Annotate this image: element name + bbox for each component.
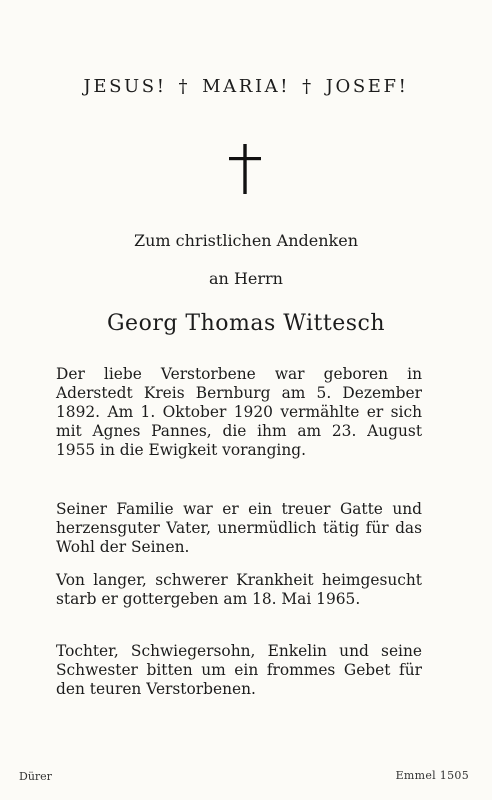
footer-right-imprint: Emmel 1505: [395, 769, 469, 782]
paragraph-family: Seiner Familie war er ein treuer Gatte und herzensguter Vater, unermüdlich tätig für das Wohl der Seinen.: [56, 500, 422, 556]
footer-left-imprint: Dürer: [19, 770, 52, 783]
intro-line: Zum christlichen Andenken: [133, 231, 359, 250]
paragraph-death: Von langer, schwerer Krankheit heimgesucht starb er gottergeben am 18. Mai 1965.: [56, 571, 422, 608]
paragraph-biography: Der liebe Verstorbene war geboren in Aderstedt Kreis Bernburg am 5. Dezember 1892. Am 1. Oktober 1920 vermählte er sich mit Agnes Pannes, die ihm am 23. August 1955 in die Ewigkeit voranging.: [56, 365, 422, 459]
header-word-maria: MARIA!: [202, 76, 291, 97]
header-cross-separator: †: [178, 76, 191, 97]
header-cross-separator: †: [302, 76, 314, 97]
cross-icon: [229, 144, 261, 194]
paragraph-prayer-request: Tochter, Schwiegersohn, Enkelin und seine Schwester bitten um ein frommes Gebet für den teuren Verstorbenen.: [56, 642, 422, 698]
header-word-josef: JOSEF!: [325, 76, 409, 97]
header-invocation: [0, 76, 492, 97]
header-word-jesus: JESUS!: [83, 76, 167, 97]
deceased-name: Georg Thomas Wittesch: [106, 311, 386, 336]
intro-line-an-herrn: an Herrn: [209, 269, 283, 288]
